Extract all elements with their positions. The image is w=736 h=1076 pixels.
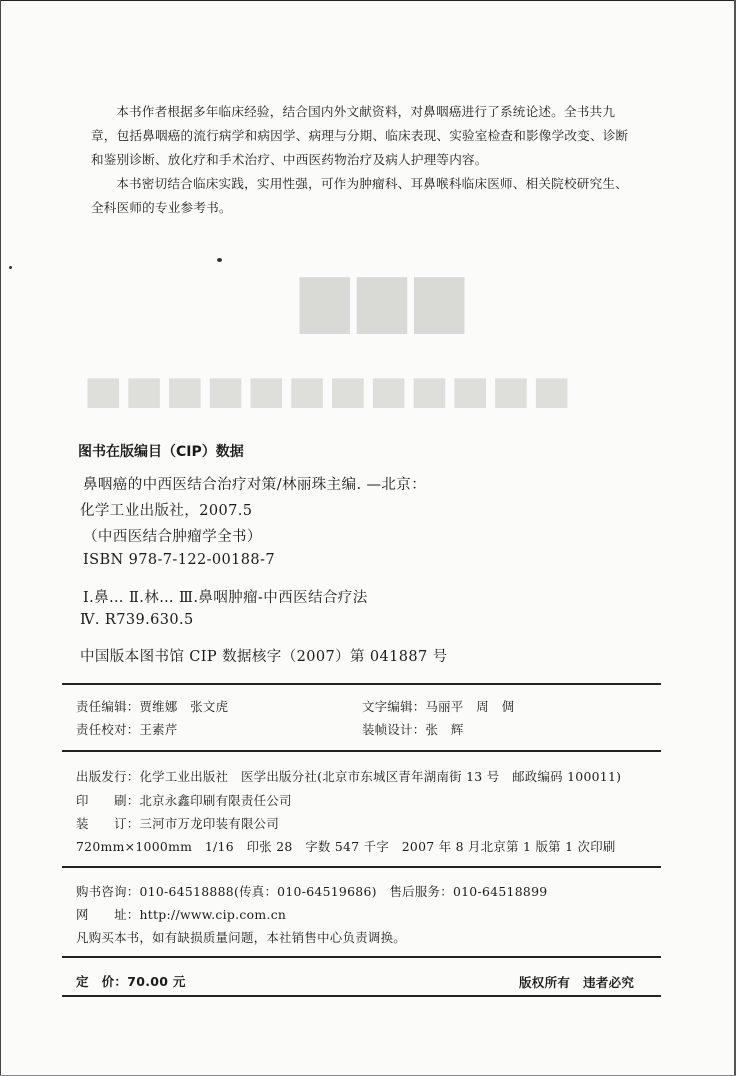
text-editor: 文字编辑：马丽平 周 倜 bbox=[362, 699, 515, 714]
divider bbox=[62, 750, 661, 752]
purchase-contact: 购书咨询：010-64518888(传真：010-64519686) 售后服务：010-64518899 bbox=[76, 884, 548, 899]
cip-heading: 图书在版编目（CIP）数据 bbox=[78, 444, 244, 460]
summary-paragraph-1: 本书作者根据多年临床经验，结合国内外文献资料，对鼻咽癌进行了系统论述。全书共九章，包括鼻咽癌的流行病学和病因学、病理与分期、临床表现、实验室检查和影像学改变、诊断和鉴别诊断、放化疗和手术治疗、中西医药物治疗及病人护理等内容。 bbox=[91, 104, 629, 167]
publisher-info: 出版发行：化学工业出版社 医学出版分社(北京市东城区青年湖南街 13 号 邮政编码 100011) bbox=[76, 769, 622, 784]
binder-info: 装 订：三河市万龙印装有限公司 bbox=[76, 816, 280, 831]
divider bbox=[62, 683, 661, 685]
ink-speck bbox=[9, 266, 12, 269]
page-border-top bbox=[0, 0, 736, 1]
cip-title-line: 鼻咽癌的中西医结合治疗对策/林丽珠主编. —北京： bbox=[83, 477, 427, 493]
proofreader: 责任校对：王素芹 bbox=[76, 722, 178, 737]
cip-classification-line: Ⅳ. R739.630.5 bbox=[80, 612, 194, 628]
responsible-editor: 责任编辑：贾维娜 张文虎 bbox=[76, 699, 229, 714]
bleed-through-shadow: ▆▆▆ bbox=[300, 260, 472, 334]
bleed-through-shadow-2: ▅▅▅▅▅▅▅▅▅▅▅▅ bbox=[88, 362, 578, 408]
cip-registration-line: 中国版本图书馆 CIP 数据核字（2007）第 041887 号 bbox=[80, 649, 448, 665]
page-border-left bbox=[0, 0, 1, 1076]
divider bbox=[62, 866, 661, 868]
cip-publisher-line: 化学工业出版社，2007.5 bbox=[80, 503, 253, 519]
price: 定 价：70.00 元 bbox=[76, 974, 186, 989]
cip-series-line: （中西医结合肿瘤学全书） bbox=[83, 529, 262, 545]
divider bbox=[62, 995, 661, 997]
website: 网 址：http://www.cip.com.cn bbox=[76, 907, 287, 922]
book-summary bbox=[91, 100, 639, 220]
divider bbox=[62, 956, 661, 958]
format-info: 720mm×1000mm 1/16 印张 28 字数 547 千字 2007 年 8 月北京第 1 版第 1 次印刷 bbox=[76, 839, 616, 854]
printer-info: 印 刷：北京永鑫印刷有限责任公司 bbox=[76, 793, 292, 808]
cover-designer: 装帧设计：张 辉 bbox=[362, 722, 464, 737]
cip-subject-line: Ⅰ.鼻… Ⅱ.林… Ⅲ.鼻咽肿瘤-中西医结合疗法 bbox=[83, 590, 368, 606]
cip-isbn-line: ISBN 978-7-122-00188-7 bbox=[83, 552, 275, 568]
copyright-notice: 版权所有 违者必究 bbox=[519, 975, 635, 990]
ink-speck bbox=[217, 258, 222, 262]
summary-paragraph-2: 本书密切结合临床实践，实用性强，可作为肿瘤科、耳鼻喉科临床医师、相关院校研究生、全科医师的专业参考书。 bbox=[91, 176, 628, 215]
return-notice: 凡购买本书，如有缺损质量问题，本社销售中心负责调换。 bbox=[76, 930, 406, 945]
